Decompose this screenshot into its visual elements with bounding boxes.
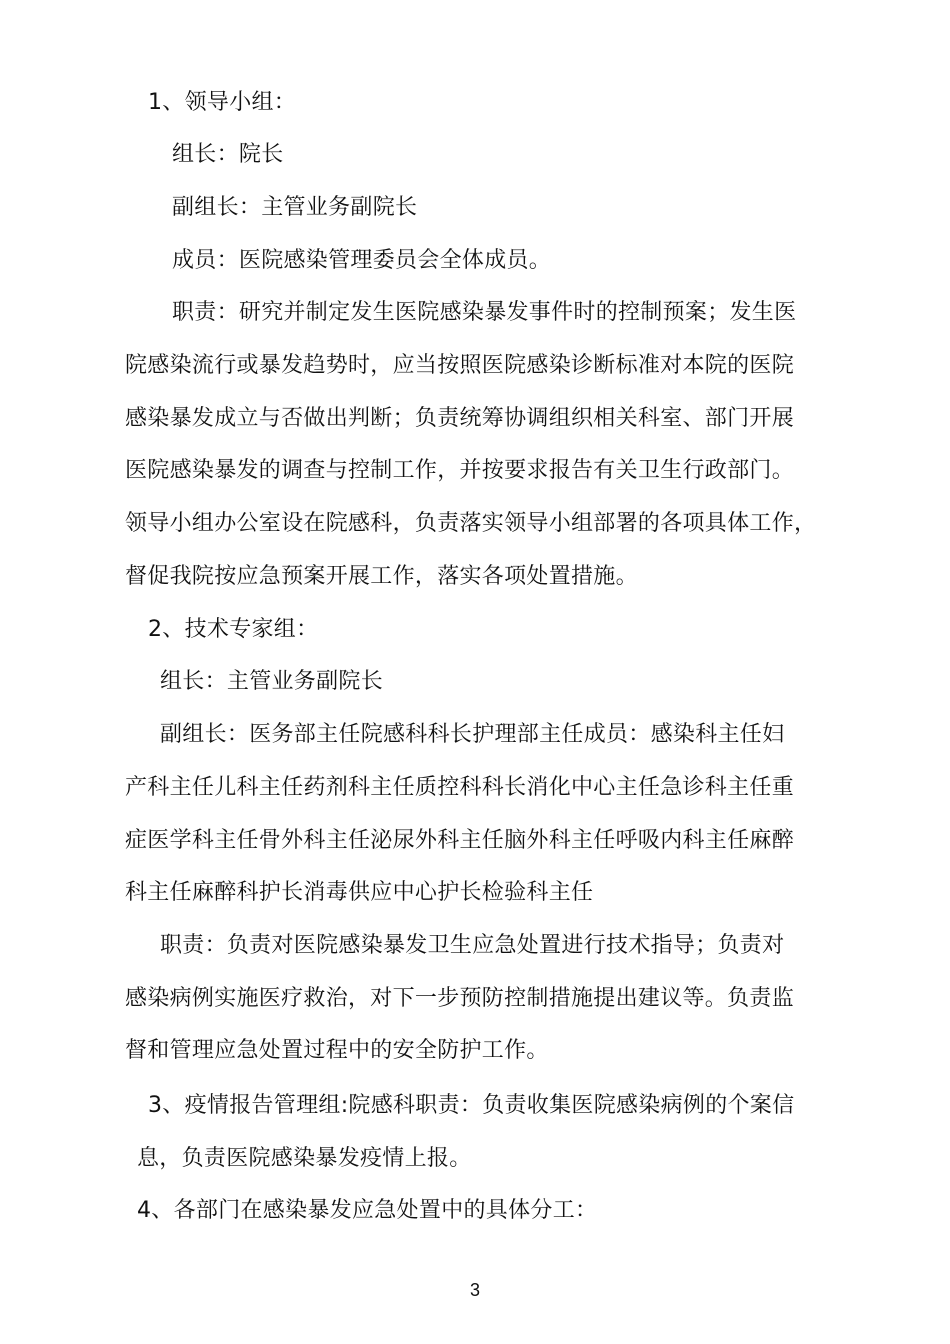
expert-group-head: 组长：主管业务副院长 [160,669,384,694]
leader-duty-line-2: 院感染流行或暴发趋势时，应当按照医院感染诊断标准对本院的医院 [125,353,795,378]
page-number: 3 [469,1280,480,1300]
leader-duty-line-1: 职责：研究并制定发生医院感染暴发事件时的控制预案；发生医 [172,300,797,325]
leader-duty-line-6: 督促我院按应急预案开展工作，落实各项处置措施。 [125,564,638,589]
expert-duty-line-1: 职责：负责对医院感染暴发卫生应急处置进行技术指导；负责对 [160,933,785,958]
expert-duty-line-3: 督和管理应急处置过程中的安全防护工作。 [125,1038,549,1063]
expert-group-deputy-line-4: 科主任麻醉科护长消毒供应中心护长检验科主任 [125,880,594,905]
expert-group-deputy-line-3: 症医学科主任骨外科主任泌尿外科主任脑外科主任呼吸内科主任麻醉 [125,828,795,853]
expert-group-deputy-line-2: 产科主任儿科主任药剂科主任质控科科长消化中心主任急诊科主任重 [125,775,795,800]
leader-duty-line-5: 领导小组办公室设在院感科，负责落实领导小组部署的各项具体工作， [125,511,817,536]
section-1-heading: 1、领导小组： [148,90,297,115]
leader-group-head: 组长：院长 [172,142,284,167]
section-3-line-1: 3、疫情报告管理组:院感科职责：负责收集医院感染病例的个案信 [148,1093,795,1118]
leader-group-deputy: 副组长：主管业务副院长 [172,195,418,220]
leader-group-members: 成员：医院感染管理委员会全体成员。 [172,248,552,273]
section-4-heading: 4、各部门在感染暴发应急处置中的具体分工： [137,1198,598,1223]
expert-duty-line-2: 感染病例实施医疗救治，对下一步预防控制措施提出建议等。负责监 [125,986,795,1011]
section-3-line-2: 息，负责医院感染暴发疫情上报。 [137,1146,472,1171]
section-2-heading: 2、技术专家组： [148,617,319,642]
leader-duty-line-4: 医院感染暴发的调查与控制工作，并按要求报告有关卫生行政部门。 [125,458,795,483]
leader-duty-line-3: 感染暴发成立与否做出判断；负责统筹协调组织相关科室、部门开展 [125,406,795,431]
expert-group-deputy-line-1: 副组长：医务部主任院感科科长护理部主任成员：感染科主任妇 [160,722,785,747]
